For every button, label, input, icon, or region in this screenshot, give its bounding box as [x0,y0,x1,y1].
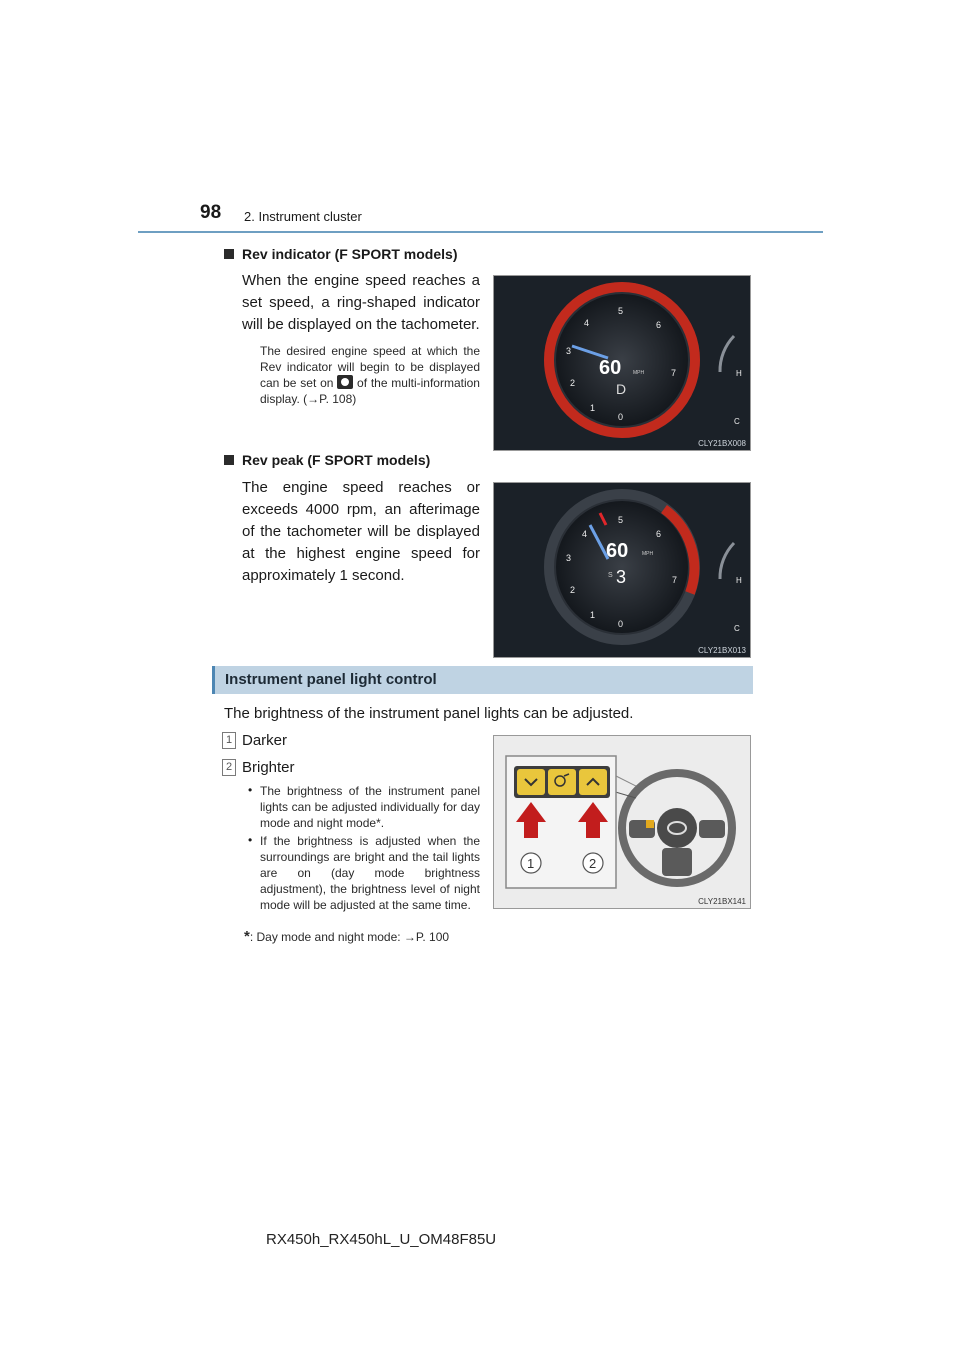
gear-readout: D [616,381,627,397]
tick-label-3: 3 [566,553,572,563]
item-darker: Darker [242,732,288,749]
bullet-dot: • [248,783,253,797]
temp-hot-label: H [736,369,742,378]
tick-label-5: 5 [618,306,624,316]
footnote: *: Day mode and night mode: →P. 100 [244,928,450,945]
speed-readout: 60 [606,540,629,562]
tick-label-0: 0 [618,412,624,422]
square-bullet-icon [224,249,234,259]
rev-indicator-body: When the engine speed reaches a set speed, a ring-shaped indicator will be displayed on the tachometer. [242,272,480,333]
footer-doc-id: RX450h_RX450hL_U_OM48F85U [266,1231,497,1248]
rev-indicator-heading: Rev indicator (F SPORT models) [224,246,457,262]
steering-wheel-illustration-icon [494,736,750,908]
chapter-title: 2. Instrument cluster [244,209,362,224]
figure-code: CLY21BX141 [698,897,746,906]
callout-number-2: 2 [222,759,236,776]
rev-peak-figure [493,482,751,658]
bullet-item: • If the brightness is adjusted when the surroundings are bright and the tail lights are on (day mode brightness adjustment), the brightness level of night mode will be adjusted at the same time. [248,833,480,912]
figure-callout-1: 1 [527,856,535,871]
bullet-list [248,783,480,913]
tick-label-1: 1 [590,403,596,413]
rev-indicator-figure [493,275,751,451]
figure-code: CLY21BX013 [698,646,746,655]
gauge-settings-icon [337,375,353,389]
square-bullet-icon [224,455,234,465]
bullet-dot: • [248,833,253,847]
tick-label-1: 1 [590,610,596,620]
panel-light-intro: The brightness of the instrument panel lights can be adjusted. [224,705,634,722]
gear-readout: 3 [616,567,627,587]
figure-code: CLY21BX008 [698,439,746,448]
panel-light-heading-bar [212,666,753,694]
callout-number-1: 1 [222,732,236,749]
figure-callout-2: 2 [589,856,597,871]
speed-readout: 60 [599,357,622,379]
tick-label-4: 4 [582,529,588,539]
gear-mode-label: S [608,572,613,579]
tachometer-gauge-icon [494,483,750,657]
rev-indicator-note: The desired engine speed at which the Rev indicator will begin to be displayed can be set on of the multi-information display. (→P. 108) [260,344,480,406]
tick-label-3: 3 [566,346,572,356]
tachometer-gauge-icon [494,276,750,450]
bullet-item: • The brightness of the instrument panel lights can be adjusted individually for day mode and night mode*. [248,783,480,830]
item-brighter: Brighter [242,759,295,776]
tick-label-2: 2 [570,585,576,595]
panel-light-heading: Instrument panel light control [225,671,437,688]
rev-peak-body: The engine speed reaches or exceeds 4000 rpm, an afterimage of the tachometer will be displayed at the highest engine speed for approximately 1 second. [242,479,480,584]
tick-label-2: 2 [570,378,576,388]
tick-label-4: 4 [584,318,590,328]
speed-unit: MPH [633,370,645,376]
speed-unit: MPH [642,551,654,557]
tick-label-7: 7 [671,368,677,378]
tick-label-7: 7 [672,575,678,585]
page-number: 98 [200,202,222,223]
temp-hot-label: H [736,576,742,585]
tick-label-6: 6 [656,529,662,539]
panel-light-figure [493,735,751,909]
temp-cold-label: C [734,417,740,426]
tick-label-5: 5 [618,515,624,525]
header-rule [138,231,823,233]
rev-peak-heading: Rev peak (F SPORT models) [224,452,430,468]
tick-label-0: 0 [618,619,624,629]
tick-label-6: 6 [656,320,662,330]
temp-cold-label: C [734,624,740,633]
